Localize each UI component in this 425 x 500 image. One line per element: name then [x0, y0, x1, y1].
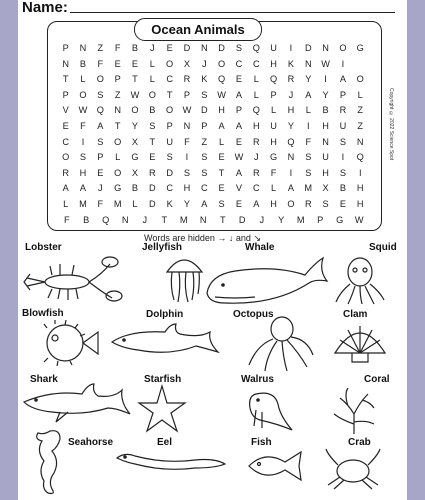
grid-letter[interactable]: P: [339, 89, 346, 100]
grid-letter[interactable]: O: [166, 58, 174, 69]
grid-letter[interactable]: I: [81, 136, 85, 147]
grid-letter[interactable]: [352, 57, 369, 73]
grid-letter[interactable]: Y: [278, 214, 285, 225]
grid-letter[interactable]: I: [358, 167, 362, 178]
grid-letter[interactable]: E: [97, 167, 104, 178]
grid-letter[interactable]: A: [235, 120, 243, 131]
grid-letter[interactable]: P: [62, 89, 69, 100]
grid-letter[interactable]: H: [270, 136, 277, 147]
grid-letter[interactable]: X: [322, 183, 329, 194]
grid-letter[interactable]: G: [131, 152, 139, 163]
label-coral: Coral: [364, 374, 390, 385]
grid-row: [57, 88, 369, 104]
grid-letter[interactable]: E: [131, 58, 139, 69]
grid-letter[interactable]: R: [252, 136, 260, 147]
grid-letter[interactable]: E: [235, 198, 243, 209]
jellyfish-icon: [162, 252, 207, 304]
grid-letter[interactable]: R: [339, 105, 347, 116]
grid-letter[interactable]: I: [341, 152, 345, 163]
grid-letter[interactable]: Z: [97, 43, 104, 53]
grid-letter[interactable]: Q: [356, 152, 364, 163]
grid-letter[interactable]: K: [287, 58, 294, 69]
grid-letter[interactable]: C: [200, 183, 208, 194]
grid-letter[interactable]: O: [218, 58, 226, 69]
grid-letter[interactable]: P: [114, 74, 121, 85]
grid-letter[interactable]: Q: [102, 214, 110, 225]
grid-letter[interactable]: Y: [183, 198, 191, 209]
label-shark: Shark: [30, 374, 58, 385]
grid-letter[interactable]: P: [166, 120, 173, 131]
grid-letter[interactable]: O: [131, 105, 139, 116]
instruction-label: Words are hidden: [144, 233, 215, 243]
grid-letter[interactable]: A: [253, 198, 260, 209]
grid-letter[interactable]: I: [289, 43, 293, 53]
grid-letter[interactable]: L: [219, 136, 225, 147]
grid-letter[interactable]: Q: [252, 105, 260, 116]
grid-letter[interactable]: Y: [287, 120, 294, 131]
grid-letter[interactable]: O: [96, 74, 104, 85]
grid-letter[interactable]: S: [218, 198, 225, 209]
grid-letter[interactable]: L: [149, 74, 155, 85]
grid-letter[interactable]: S: [339, 167, 346, 178]
grid-letter[interactable]: Q: [287, 136, 295, 147]
grid-letter[interactable]: S: [305, 152, 312, 163]
grid-letter[interactable]: L: [115, 152, 121, 163]
grid-letter[interactable]: J: [253, 152, 259, 163]
label-squid: Squid: [369, 242, 397, 253]
label-lobster: Lobster: [25, 242, 62, 253]
grid-letter[interactable]: G: [114, 183, 122, 194]
crab-icon: [320, 447, 386, 491]
grid-letter[interactable]: D: [304, 43, 312, 53]
grid-letter[interactable]: T: [219, 214, 226, 225]
grid-row: [57, 197, 369, 213]
grid-letter[interactable]: L: [80, 74, 86, 85]
grid-letter[interactable]: F: [97, 198, 104, 209]
grid-letter[interactable]: U: [270, 43, 277, 53]
grid-row: [57, 181, 369, 197]
label-blowfish: Blowfish: [22, 308, 64, 319]
grid-letter[interactable]: M: [304, 183, 313, 194]
grid-letter[interactable]: Q: [218, 74, 226, 85]
instruction-and: and: [235, 233, 251, 243]
grid-letter[interactable]: B: [149, 105, 156, 116]
grid-letter[interactable]: B: [83, 214, 90, 225]
grid-letter[interactable]: R: [62, 167, 69, 178]
grid-letter[interactable]: D: [200, 105, 208, 116]
grid-letter[interactable]: U: [270, 120, 277, 131]
grid-letter[interactable]: S: [97, 89, 104, 100]
grid-letter[interactable]: J: [288, 89, 294, 100]
grid-letter[interactable]: N: [121, 214, 129, 225]
grid-letter[interactable]: N: [322, 136, 329, 147]
grid-letter[interactable]: S: [166, 152, 173, 163]
grid-letter[interactable]: D: [218, 43, 225, 53]
grid-letter[interactable]: A: [201, 198, 208, 209]
lobster-icon: [22, 252, 122, 307]
grid-letter[interactable]: A: [235, 89, 243, 100]
grid-letter[interactable]: E: [166, 43, 173, 53]
grid-letter[interactable]: D: [183, 43, 191, 53]
coral-icon: [328, 384, 380, 436]
grid-letter[interactable]: H: [252, 120, 260, 131]
arrow-down-icon: ↓: [228, 233, 234, 243]
arrow-right-icon: →: [217, 233, 227, 243]
grid-letter[interactable]: P: [235, 105, 243, 116]
grid-letter[interactable]: T: [166, 89, 173, 100]
grid-letter[interactable]: J: [259, 214, 265, 225]
grid-letter[interactable]: O: [148, 89, 156, 100]
grid-letter[interactable]: H: [356, 198, 364, 209]
grid-letter[interactable]: P: [317, 214, 324, 225]
label-eel: Eel: [157, 437, 173, 448]
grid-letter[interactable]: G: [270, 152, 278, 163]
grid-letter[interactable]: A: [79, 183, 87, 194]
grid-letter[interactable]: J: [201, 58, 207, 69]
grid-row: [57, 166, 369, 182]
grid-row: [57, 57, 369, 73]
grid-letter[interactable]: F: [97, 58, 104, 69]
grid-letter[interactable]: H: [322, 167, 329, 178]
grid-letter[interactable]: P: [183, 89, 191, 100]
grid-letter[interactable]: Y: [322, 89, 329, 100]
grid-letter[interactable]: W: [78, 105, 88, 116]
grid-letter[interactable]: R: [304, 198, 312, 209]
label-octopus: Octopus: [233, 309, 274, 320]
grid-letter[interactable]: H: [270, 198, 277, 209]
grid-letter[interactable]: O: [114, 167, 122, 178]
grid-letter[interactable]: S: [201, 152, 208, 163]
grid-letter[interactable]: L: [63, 198, 69, 209]
label-dolphin: Dolphin: [146, 309, 184, 320]
grid-letter[interactable]: D: [148, 183, 156, 194]
grid-letter[interactable]: Y: [131, 120, 139, 131]
grid-letter[interactable]: E: [62, 120, 69, 131]
grid-letter[interactable]: X: [131, 167, 139, 178]
grid-letter[interactable]: J: [98, 183, 103, 194]
grid-letter[interactable]: N: [356, 136, 364, 147]
grid-letter[interactable]: S: [305, 167, 312, 178]
grid-letter[interactable]: H: [287, 105, 295, 116]
grid-letter[interactable]: F: [80, 120, 86, 131]
grid-letter[interactable]: P: [97, 152, 104, 163]
arrow-diagonal-icon: ↘: [253, 233, 262, 243]
label-whale: Whale: [245, 242, 275, 253]
grid-letter[interactable]: P: [62, 43, 69, 53]
grid-letter[interactable]: B: [322, 105, 329, 116]
grid-letter[interactable]: E: [149, 152, 156, 163]
label-fish: Fish: [251, 437, 272, 448]
grid-row: [57, 41, 369, 57]
grid-letter[interactable]: M: [113, 198, 122, 209]
grid-letter[interactable]: A: [62, 183, 69, 194]
grid-letter[interactable]: S: [149, 120, 156, 131]
grid-letter[interactable]: U: [166, 136, 173, 147]
grid-letter[interactable]: C: [62, 136, 69, 147]
grid-letter[interactable]: G: [336, 214, 344, 225]
grid-letter[interactable]: M: [179, 214, 188, 225]
grid-letter[interactable]: Q: [252, 43, 260, 53]
grid-letter[interactable]: L: [149, 58, 155, 69]
clam-icon: [330, 318, 390, 370]
grid-letter[interactable]: R: [287, 74, 295, 85]
grid-letter[interactable]: O: [166, 105, 174, 116]
grid-letter[interactable]: L: [271, 105, 277, 116]
grid-letter[interactable]: S: [322, 198, 329, 209]
grid-letter[interactable]: S: [235, 43, 243, 53]
grid-letter[interactable]: E: [218, 183, 225, 194]
grid-letter[interactable]: H: [79, 167, 87, 178]
grid-letter[interactable]: B: [131, 43, 139, 53]
grid-letter[interactable]: N: [200, 43, 208, 53]
grid-letter[interactable]: T: [62, 74, 69, 85]
grid-letter[interactable]: C: [252, 58, 260, 69]
grid-letter[interactable]: E: [114, 58, 121, 69]
grid-letter[interactable]: Q: [270, 74, 278, 85]
grid-letter[interactable]: P: [201, 120, 208, 131]
grid-letter[interactable]: S: [183, 167, 191, 178]
label-starfish: Starfish: [144, 374, 182, 385]
grid-row: [57, 103, 369, 119]
grid-letter[interactable]: G: [356, 43, 364, 53]
grid-letter[interactable]: T: [218, 167, 225, 178]
grid-letter[interactable]: N: [199, 214, 207, 225]
grid-letter[interactable]: U: [322, 152, 329, 163]
grid-letter[interactable]: I: [324, 74, 327, 85]
grid-row: [57, 72, 369, 88]
grid-letter[interactable]: A: [287, 183, 294, 194]
grid-letter[interactable]: S: [201, 89, 208, 100]
grid-letter[interactable]: Q: [96, 105, 104, 116]
grid-letter[interactable]: H: [270, 58, 277, 69]
grid-letter[interactable]: R: [183, 74, 191, 85]
grid-letter[interactable]: O: [62, 152, 70, 163]
grid-letter[interactable]: X: [131, 136, 139, 147]
whale-icon: [205, 253, 333, 308]
grid-letter[interactable]: V: [62, 105, 69, 116]
grid-letter[interactable]: I: [341, 58, 345, 69]
grid-letter[interactable]: L: [305, 105, 311, 116]
grid-letter[interactable]: C: [252, 183, 260, 194]
grid-letter[interactable]: S: [97, 136, 104, 147]
grid-letter[interactable]: N: [304, 58, 312, 69]
grid-letter[interactable]: W: [217, 89, 226, 100]
dolphin-icon: [110, 322, 222, 362]
grid-letter[interactable]: A: [235, 167, 243, 178]
copyright-text: Copyright © 2022 Science Spot: [388, 88, 394, 161]
grid-letter[interactable]: H: [218, 105, 225, 116]
grid-letter[interactable]: S: [201, 167, 208, 178]
grid-letter[interactable]: M: [79, 198, 87, 209]
grid-letter[interactable]: X: [183, 58, 191, 69]
grid-letter[interactable]: A: [218, 120, 225, 131]
eel-icon: [115, 448, 227, 478]
starfish-icon: [136, 384, 188, 434]
grid-letter[interactable]: C: [166, 74, 173, 85]
grid-letter[interactable]: T: [132, 74, 138, 85]
grid-letter[interactable]: D: [238, 214, 246, 225]
grid-letter[interactable]: R: [252, 167, 260, 178]
grid-letter[interactable]: F: [184, 136, 190, 147]
grid-letter[interactable]: A: [339, 74, 346, 85]
grid-letter[interactable]: J: [142, 214, 148, 225]
grid-letter[interactable]: L: [271, 183, 277, 194]
grid-letter[interactable]: O: [79, 89, 87, 100]
grid-row: [57, 213, 369, 229]
blowfish-icon: [30, 318, 110, 368]
label-jellyfish: Jellyfish: [142, 242, 183, 253]
grid-row: [57, 135, 369, 151]
name-line[interactable]: [70, 12, 395, 13]
grid-letter[interactable]: W: [234, 152, 244, 163]
grid-letter[interactable]: I: [185, 152, 189, 163]
grid-letter[interactable]: P: [270, 89, 277, 100]
grid-letter[interactable]: H: [322, 120, 329, 131]
label-walrus: Walrus: [241, 374, 274, 385]
shark-icon: [22, 384, 132, 426]
grid-letter[interactable]: O: [356, 74, 364, 85]
grid-row: [57, 150, 369, 166]
grid-letter[interactable]: M: [296, 214, 305, 225]
grid-row: [57, 119, 369, 135]
grid-letter[interactable]: E: [218, 152, 225, 163]
grid-letter[interactable]: B: [131, 183, 139, 194]
grid-letter[interactable]: O: [114, 136, 122, 147]
grid-letter[interactable]: E: [235, 74, 243, 85]
fish-icon: [245, 446, 305, 486]
grid-letter[interactable]: N: [183, 120, 191, 131]
grid-letter[interactable]: I: [306, 120, 310, 131]
grid-letter[interactable]: L: [253, 74, 259, 85]
grid-letter[interactable]: W: [130, 89, 140, 100]
grid-letter[interactable]: W: [321, 58, 330, 69]
grid-letter[interactable]: J: [150, 43, 155, 53]
grid-letter[interactable]: O: [339, 43, 347, 53]
worksheet-title: Ocean Animals: [134, 18, 262, 41]
grid-letter[interactable]: A: [97, 120, 104, 131]
squid-icon: [330, 252, 390, 307]
grid-letter[interactable]: C: [166, 183, 173, 194]
grid-letter[interactable]: K: [166, 198, 173, 209]
grid-letter[interactable]: T: [114, 120, 121, 131]
grid-letter[interactable]: E: [235, 136, 243, 147]
grid-letter[interactable]: W: [354, 214, 364, 225]
grid-letter[interactable]: Z: [114, 89, 121, 100]
grid-letter[interactable]: F: [270, 167, 277, 178]
grid-letter[interactable]: N: [322, 43, 329, 53]
grid-letter[interactable]: I: [289, 167, 293, 178]
grid-letter[interactable]: V: [235, 183, 243, 194]
grid-letter[interactable]: A: [305, 89, 312, 100]
grid-letter[interactable]: D: [148, 198, 156, 209]
grid-letter[interactable]: C: [235, 58, 243, 69]
grid-letter[interactable]: H: [183, 183, 191, 194]
label-crab: Crab: [348, 437, 371, 448]
grid-letter[interactable]: B: [339, 183, 346, 194]
grid-letter[interactable]: H: [356, 183, 364, 194]
grid-letter[interactable]: N: [62, 58, 69, 69]
octopus-icon: [237, 315, 317, 375]
grid-letter[interactable]: K: [201, 74, 208, 85]
grid-letter[interactable]: B: [79, 58, 87, 69]
grid-letter[interactable]: L: [253, 89, 259, 100]
seahorse-icon: [30, 425, 70, 497]
name-label: Name:: [22, 0, 68, 16]
grid-letter[interactable]: R: [148, 167, 156, 178]
grid-letter[interactable]: L: [357, 89, 363, 100]
grid-letter[interactable]: Z: [201, 136, 208, 147]
grid-letter[interactable]: N: [79, 43, 87, 53]
grid-letter[interactable]: D: [166, 167, 173, 178]
grid-letter[interactable]: Z: [357, 105, 364, 116]
label-seahorse: Seahorse: [68, 437, 114, 448]
grid-letter[interactable]: F: [305, 136, 312, 147]
grid-letter[interactable]: Z: [357, 120, 364, 131]
walrus-icon: [238, 384, 298, 436]
grid-letter[interactable]: N: [114, 105, 121, 116]
label-clam: Clam: [343, 309, 368, 320]
grid-letter[interactable]: F: [63, 214, 70, 225]
grid-letter[interactable]: U: [339, 120, 347, 131]
grid-letter[interactable]: O: [287, 198, 295, 209]
grid-letter[interactable]: T: [149, 136, 156, 147]
grid-letter[interactable]: N: [287, 152, 295, 163]
grid-letter[interactable]: S: [79, 152, 87, 163]
grid-letter[interactable]: E: [339, 198, 346, 209]
grid-letter[interactable]: S: [339, 136, 346, 147]
grid-letter[interactable]: L: [132, 198, 138, 209]
grid-letter[interactable]: F: [114, 43, 121, 53]
word-search-grid: [57, 41, 369, 228]
grid-letter[interactable]: Y: [305, 74, 312, 85]
grid-letter[interactable]: W: [182, 105, 192, 116]
grid-letter[interactable]: T: [161, 214, 168, 225]
